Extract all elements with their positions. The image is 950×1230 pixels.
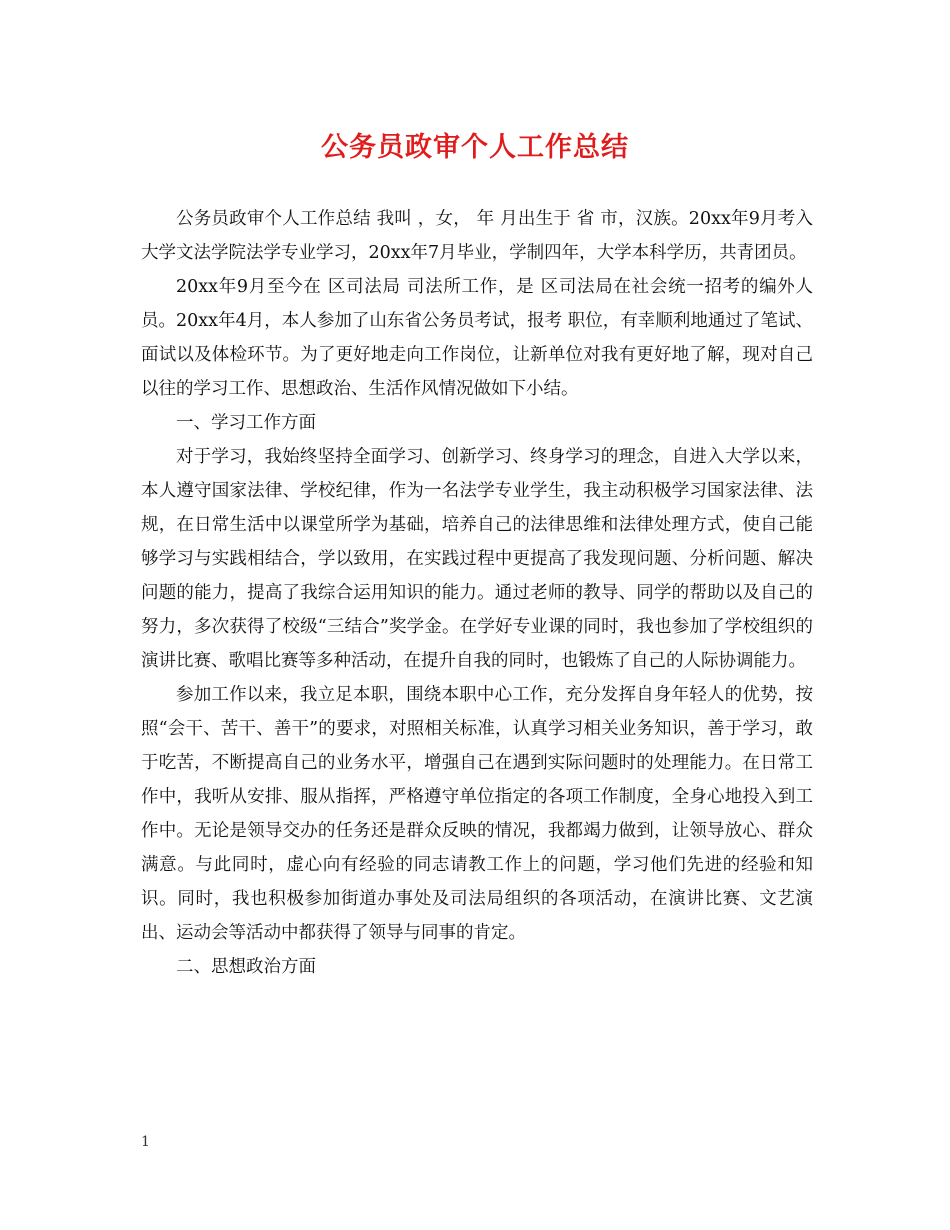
- page-number: 1: [141, 1134, 150, 1150]
- paragraph-work: 参加工作以来，我立足本职，围绕本职中心工作，充分发挥自身年轻人的优势，按照“会干、苦干、善干”的要求，对照相关标准，认真学习相关业务知识，善于学习，敢于吃苦，不断提高自己的业务水平，增强自己在遇到实际问题时的处理能力。在日常工作中，我听从安排、服从指挥，严格遵守单位指定的各项工作制度，全身心地投入到工作中。无论是领导交办的任务还是群众反映的情况，我都竭力做到，让领导放心、群众满意。与此同时，虚心向有经验的同志请教工作上的问题，学习他们先进的经验和知识。同时，我也积极参加街道办事处及司法局组织的各项活动，在演讲比赛、文艺演出、运动会等活动中都获得了领导与同事的肯定。: [141, 685, 813, 943]
- paragraph-work-history: 20xx年9月至今在 区司法局 司法所工作，是 区司法局在社会统一招考的编外人员。20xx年4月，本人参加了山东省公务员考试，报考 职位，有幸顺利地通过了笔试、面试以及体检环节。为了更好地走向工作岗位，让新单位对我有更好地了解，现对自己以往的学习工作、思想政治、生活作风情况做如下小结。: [141, 277, 813, 399]
- document-body: [141, 202, 813, 984]
- paragraph-intro: 公务员政审个人工作总结 我叫 ，女， 年 月出生于 省 市，汉族。20xx年9月考入 大学文法学院法学专业学习，20xx年7月毕业，学制四年，大学本科学历，共青团员。: [141, 209, 813, 263]
- paragraph-study: 对于学习，我始终坚持全面学习、创新学习、终身学习的理念，自进入大学以来，本人遵守国家法律、学校纪律，作为一名法学专业学生，我主动积极学习国家法律、法规，在日常生活中以课堂所学为基础，培养自己的法律思维和法律处理方式，使自己能够学习与实践相结合，学以致用，在实践过程中更提高了我发现问题、分析问题、解决问题的能力，提高了我综合运用知识的能力。通过老师的教导、同学的帮助以及自己的努力，多次获得了校级“三结合”奖学金。在学好专业课的同时，我也参加了学校组织的演讲比赛、歌唱比赛等多种活动，在提升自我的同时，也锻炼了自己的人际协调能力。: [141, 447, 813, 671]
- section-heading-politics: 二、思想政治方面: [176, 957, 316, 977]
- document-title: 公务员政审个人工作总结: [321, 132, 629, 163]
- section-heading-study-work: 一、学习工作方面: [176, 413, 316, 433]
